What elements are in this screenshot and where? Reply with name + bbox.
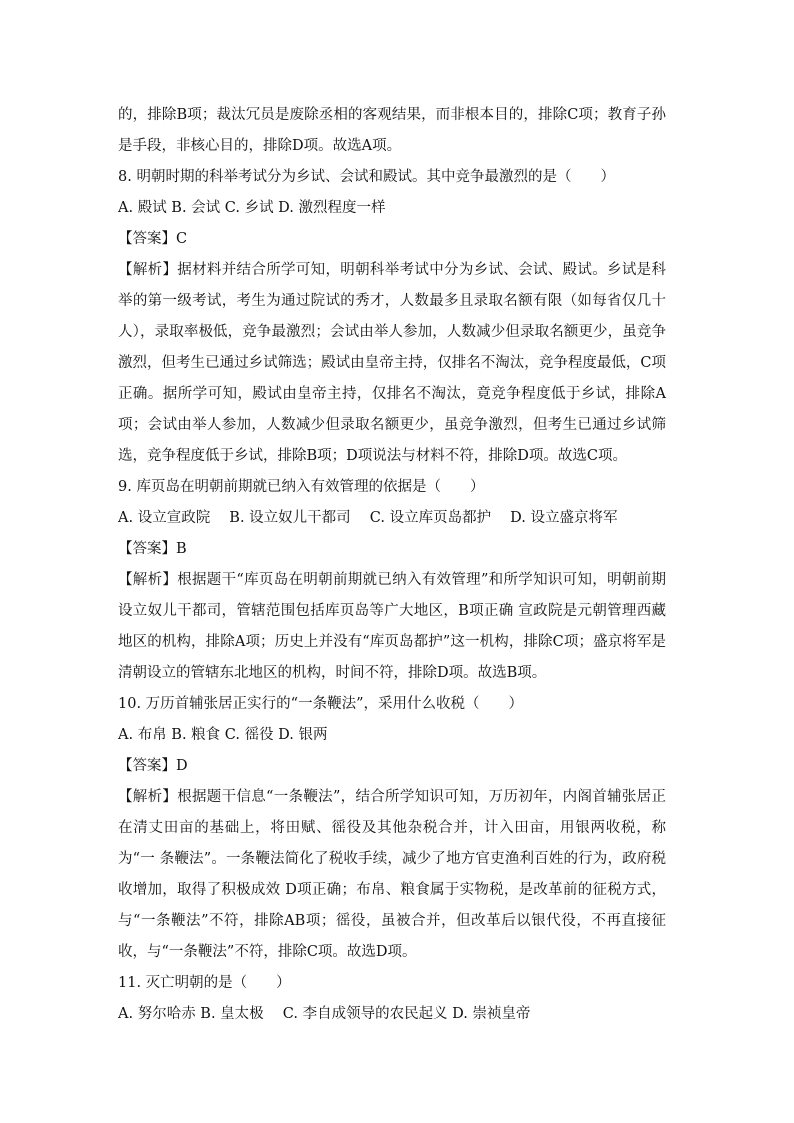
question-10-answer: 【答案】D — [118, 758, 188, 774]
question-8: 8. 明朝时期的科举考试分为乡试、会试和殿试。其中竞争最激烈的是（ ） — [118, 169, 615, 185]
question-11: 11. 灭亡明朝的是（ ） — [118, 975, 291, 991]
question-8-analysis: 【解析】据材料并结合所学可知，明朝科举考试中分为乡试、会试、殿试。乡试是科举的第一级考试，考生为通过院试的秀才，人数最多且录取名额有限（如每省仅几十人），录取率极低，竞争最激烈；会试由举人参加，人数减少但录取名额更少，虽竞争激烈，但考生已通过乡试筛选；殿试由皇帝主持，仅排名不淘汰，竞争程度最低，C项正确。据所学可知，殿试由皇帝主持，仅排名不淘汰，竟竞争程度低于乡试，排除A项；会试由举人参加，人数减少但录取名额更少，虽竞争激烈，但考生已通过乡试筛选，竞争程度低于乡试，排除B项；D项说法与材料不符，排除D项。故选C项。 — [118, 262, 666, 464]
question-9-analysis: 【解析】根据题干“库页岛在明朝前期就已纳入有效管理”和所学知识可知，明朝前期设立奴儿干都司，管辖范围包括库页岛等广大地区，B项正确 宣政院是元朝管理西藏地区的机构，排除A项；历史上并没有“库页岛都护”这一机构，排除C项；盛京将军是清朝设立的管辖东北地区的机构，时间不符，排除D项。故选B项。 — [118, 572, 666, 681]
question-9-answer: 【答案】B — [118, 541, 187, 557]
question-8-answer: 【答案】C — [118, 231, 188, 247]
previous-analysis-continuation: 的，排除B项；裁汰冗员是废除丞相的客观结果，而非根本目的，排除C项；教育子孙是手段，非核心目的，排除D项。故选A项。 — [118, 107, 666, 154]
question-11-options: A. 努尔哈赤 B. 皇太极 C. 李自成领导的农民起义 D. 崇祯皇帝 — [118, 1006, 531, 1022]
question-8-options: A. 殿试 B. 会试 C. 乡试 D. 激烈程度一样 — [118, 200, 386, 216]
question-10-options: A. 布帛 B. 粮食 C. 徭役 D. 银两 — [118, 727, 328, 743]
question-9-options: A. 设立宣政院 B. 设立奴儿干都司 C. 设立库页岛都护 D. 设立盛京将军 — [118, 510, 618, 526]
question-9: 9. 库页岛在明朝前期就已纳入有效管理的依据是（ ） — [118, 479, 485, 495]
question-10: 10. 万历首辅张居正实行的“一条鞭法”，采用什么收税（ ） — [118, 696, 523, 712]
question-10-analysis: 【解析】根据题干信息“一条鞭法”，结合所学知识可知，万历初年，内阁首辅张居正在清丈田亩的基础上，将田赋、徭役及其他杂税合并，计入田亩，用银两收税，称为“一 条鞭法”。一条鞭法简化了税收手续，减少了地方官吏渔利百姓的行为，政府税收增加，取得了积极成效 D项正确；布帛、粮食属于实物税，是改革前的征税方式，与“一条鞭法”不符，排除AB项；徭役，虽被合并，但改革后以银代役，不再直接征收，与“一条鞭法”不符，排除C项。故选D项。 — [118, 789, 666, 960]
